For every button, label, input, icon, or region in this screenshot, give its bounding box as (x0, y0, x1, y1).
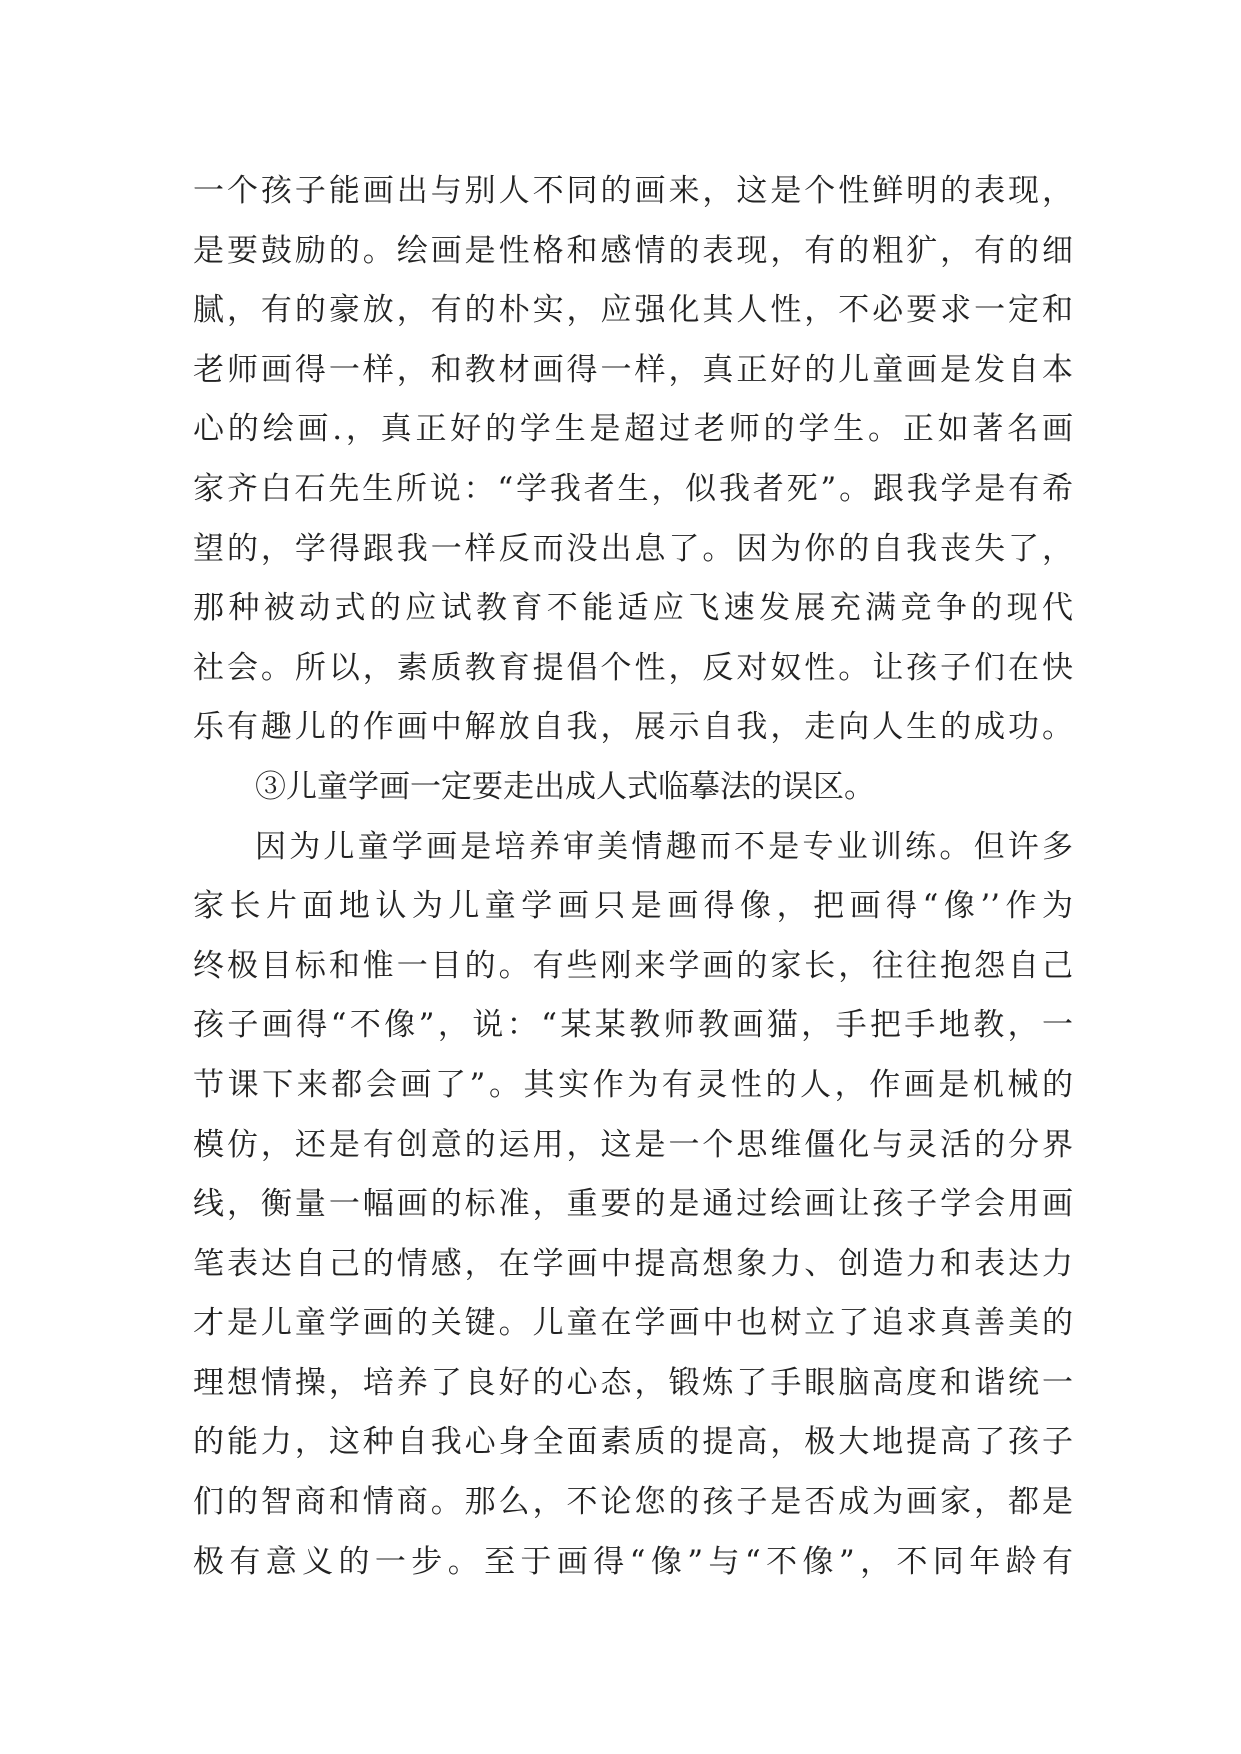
text-line: 理想情操，培养了良好的心态，锻炼了手眼脑高度和谐统一 (193, 1364, 1073, 1401)
text-line: 终极目标和惟一目的。有些刚来学画的家长，往往抱怨自己 (193, 947, 1073, 984)
text-line: 腻，有的豪放，有的朴实，应强化其人性，不必要求一定和 (193, 292, 1073, 329)
text-line: 极有意义的一步。至于画得“像”与“不像”，不同年龄有 (193, 1543, 1073, 1580)
text-line: 们的智商和情商。那么，不论您的孩子是否成为画家，都是 (193, 1484, 1073, 1521)
text-line: 家长片面地认为儿童学画只是画得像，把画得“像’’作为 (193, 888, 1073, 925)
text-line: 的能力，这种自我心身全面素质的提高，极大地提高了孩子 (193, 1424, 1073, 1461)
text-line: 才是儿童学画的关键。儿童在学画中也树立了追求真善美的 (193, 1305, 1073, 1342)
text-line: 望的，学得跟我一样反而没出息了。因为你的自我丧失了， (193, 530, 1073, 567)
text-line: 那种被动式的应试教育不能适应飞速发展充满竞争的现代 (193, 590, 1073, 627)
text-line: 心的绘画.，真正好的学生是超过老师的学生。正如著名画 (193, 411, 1073, 448)
text-line: 孩子画得“不像”，说：“某某教师教画猫，手把手地教，一 (193, 1007, 1073, 1044)
text-line: 节课下来都会画了”。其实作为有灵性的人，作画是机械的 (193, 1066, 1073, 1103)
text-line: 线，衡量一幅画的标准，重要的是通过绘画让孩子学会用画 (193, 1186, 1073, 1223)
text-line: 是要鼓励的。绘画是性格和感情的表现，有的粗犷，有的细 (193, 232, 1073, 269)
text-line: 社会。所以，素质教育提倡个性，反对奴性。让孩子们在快 (193, 649, 1073, 686)
text-line: 乐有趣儿的作画中解放自我，展示自我，走向人生的成功。 (193, 709, 1073, 746)
section-heading: ③儿童学画一定要走出成人式临摹法的误区。 (255, 768, 875, 805)
paragraph-first-line: 因为儿童学画是培养审美情趣而不是专业训练。但许多 (255, 828, 1073, 865)
body-text (193, 162, 1073, 1592)
text-line: 模仿，还是有创意的运用，这是一个思维僵化与灵活的分界 (193, 1126, 1073, 1163)
text-line: 笔表达自己的情感，在学画中提高想象力、创造力和表达力 (193, 1245, 1073, 1282)
text-line: 家齐白石先生所说：“学我者生，似我者死”。跟我学是有希 (193, 470, 1073, 507)
text-line: 老师画得一样，和教材画得一样，真正好的儿童画是发自本 (193, 351, 1073, 388)
text-line: 一个孩子能画出与别人不同的画来，这是个性鲜明的表现， (193, 173, 1073, 209)
